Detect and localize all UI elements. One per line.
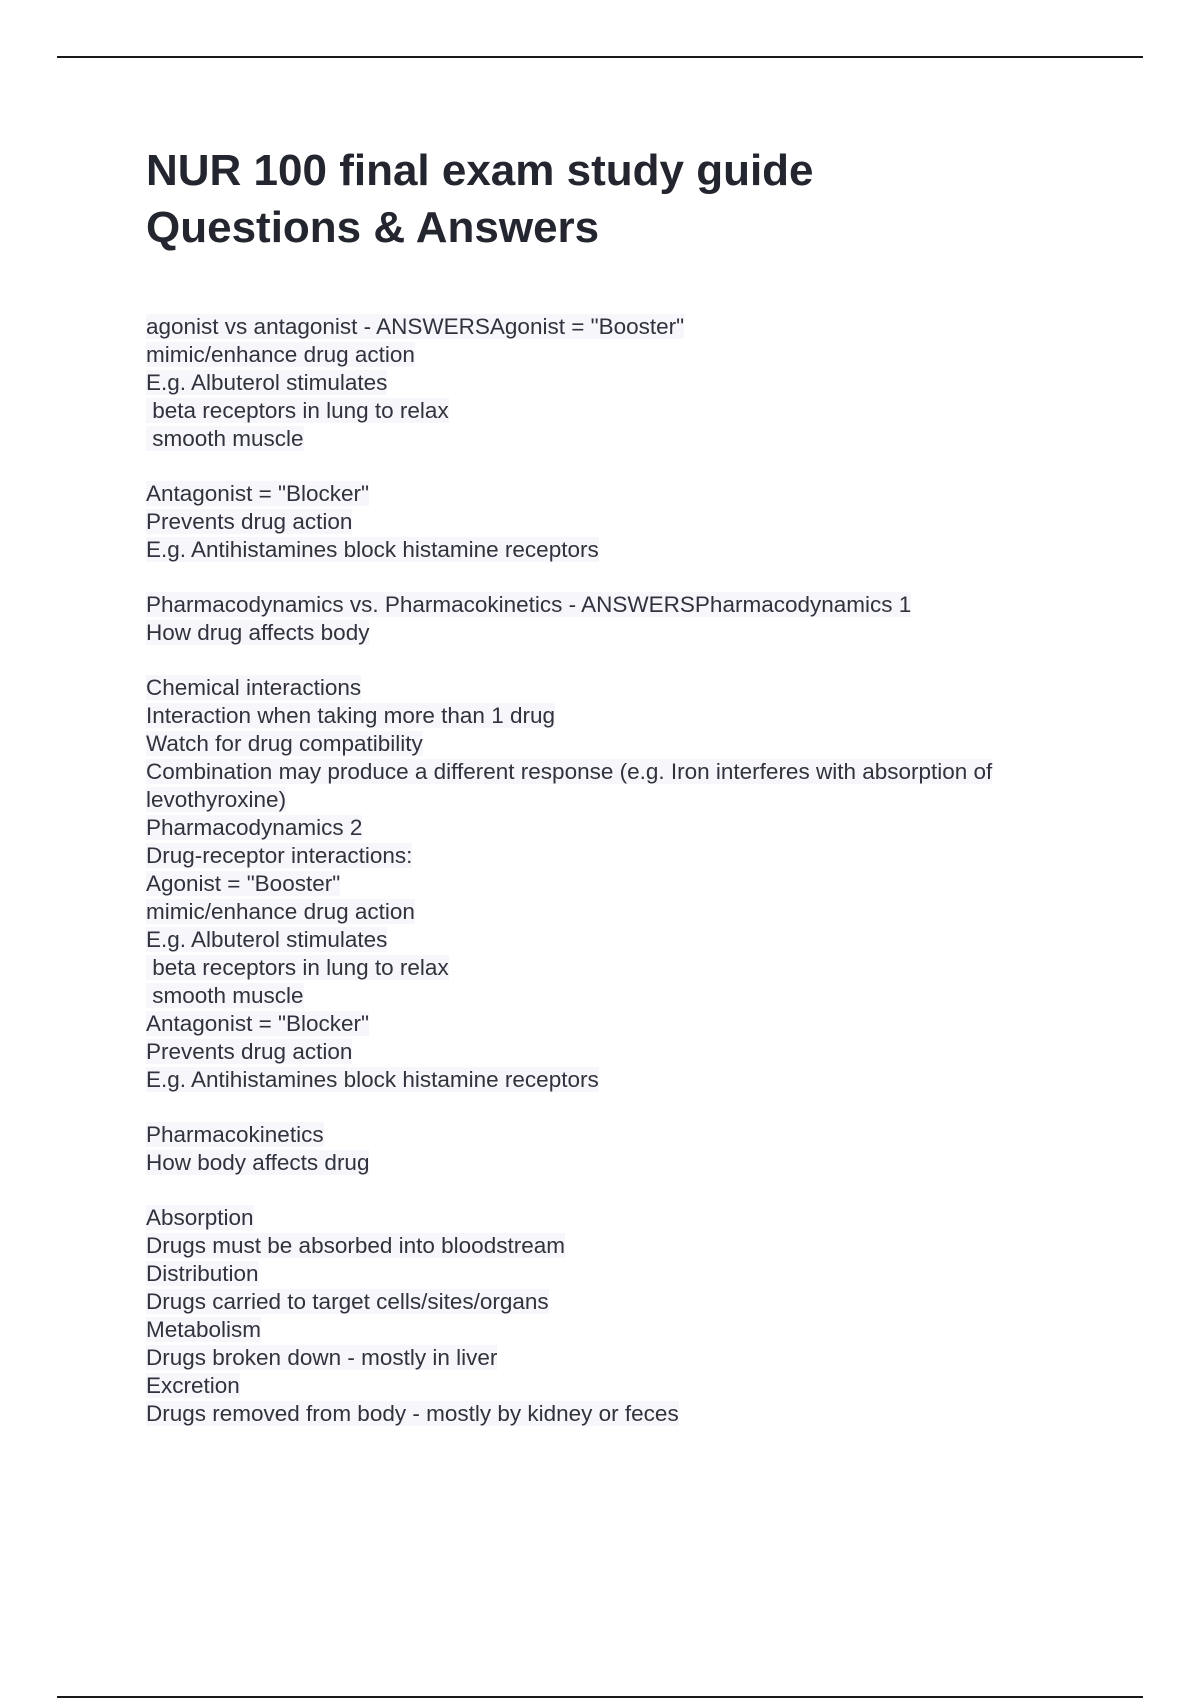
text-line-content: beta receptors in lung to relax <box>146 955 449 980</box>
text-line <box>146 536 1106 564</box>
text-block <box>146 591 1106 647</box>
text-line-content: smooth muscle <box>146 983 304 1008</box>
text-block <box>146 480 1106 564</box>
text-line-content: mimic/enhance drug action <box>146 342 415 367</box>
page-title <box>146 142 814 256</box>
text-block <box>146 1204 1106 1428</box>
text-line-content: Combination may produce a different response (e.g. Iron interferes with absorption of <box>146 759 993 784</box>
text-line-content: Chemical interactions <box>146 675 362 700</box>
text-line-content: Drugs broken down - mostly in liver <box>146 1345 498 1370</box>
text-line-content: Agonist = "Booster" <box>146 871 341 896</box>
text-line-content: Interaction when taking more than 1 drug <box>146 703 555 728</box>
text-line <box>146 1066 1106 1094</box>
text-line <box>146 1344 1106 1372</box>
text-line-content: beta receptors in lung to relax <box>146 398 449 423</box>
text-line <box>146 1316 1106 1344</box>
text-line-content: Drugs carried to target cells/sites/organs <box>146 1289 549 1314</box>
text-line-content: How body affects drug <box>146 1150 370 1175</box>
text-line-content: Excretion <box>146 1373 240 1398</box>
text-line <box>146 898 1106 926</box>
text-line-content: Absorption <box>146 1205 254 1230</box>
text-line <box>146 1372 1106 1400</box>
text-line <box>146 1149 1106 1177</box>
text-line-content: E.g. Antihistamines block histamine receptors <box>146 1067 599 1092</box>
text-line-content: Pharmacodynamics 2 <box>146 815 363 840</box>
text-line <box>146 1204 1106 1232</box>
document-body <box>146 313 1106 1455</box>
text-line-content: E.g. Albuterol stimulates <box>146 370 388 395</box>
text-line <box>146 508 1106 536</box>
text-line <box>146 1400 1106 1428</box>
text-line <box>146 702 1106 730</box>
header-rule <box>57 56 1143 58</box>
text-line-content: Watch for drug compatibility <box>146 731 423 756</box>
text-line <box>146 341 1106 369</box>
text-line-content: Drug-receptor interactions: <box>146 843 413 868</box>
text-block <box>146 313 1106 453</box>
text-line <box>146 1010 1106 1038</box>
text-line <box>146 425 1106 453</box>
text-line-content: Drugs must be absorbed into bloodstream <box>146 1233 565 1258</box>
page-title-line-2: Questions & Answers <box>146 203 600 252</box>
text-line-content: How drug affects body <box>146 620 370 645</box>
text-line <box>146 982 1106 1010</box>
text-line <box>146 730 1106 758</box>
text-line <box>146 926 1106 954</box>
text-line <box>146 1260 1106 1288</box>
text-line <box>146 369 1106 397</box>
text-line-content: agonist vs antagonist - ANSWERSAgonist = "Booster" <box>146 314 685 339</box>
text-line <box>146 313 1106 341</box>
text-line-content: Antagonist = "Blocker" <box>146 481 369 506</box>
text-line <box>146 397 1106 425</box>
text-line <box>146 786 1106 814</box>
text-line <box>146 758 1106 786</box>
text-line-content: Drugs removed from body - mostly by kidney or feces <box>146 1401 679 1426</box>
text-line-content: E.g. Antihistamines block histamine receptors <box>146 537 599 562</box>
text-line <box>146 814 1106 842</box>
text-line <box>146 1232 1106 1260</box>
text-line-content: mimic/enhance drug action <box>146 899 415 924</box>
text-line-content: Prevents drug action <box>146 1039 353 1064</box>
text-line <box>146 1121 1106 1149</box>
text-line <box>146 842 1106 870</box>
text-line-content: Metabolism <box>146 1317 262 1342</box>
text-line <box>146 954 1106 982</box>
text-line-content: Prevents drug action <box>146 509 353 534</box>
text-line-content: Distribution <box>146 1261 259 1286</box>
text-line <box>146 1038 1106 1066</box>
text-line <box>146 619 1106 647</box>
text-block <box>146 674 1106 1094</box>
text-line-content: levothyroxine) <box>146 787 287 812</box>
text-line-content: Pharmacodynamics vs. Pharmacokinetics - ANSWERSPharmacodynamics 1 <box>146 592 912 617</box>
text-block <box>146 1121 1106 1177</box>
text-line-content: Antagonist = "Blocker" <box>146 1011 369 1036</box>
footer-rule <box>57 1696 1143 1698</box>
text-line-content: Pharmacokinetics <box>146 1122 324 1147</box>
text-line-content: E.g. Albuterol stimulates <box>146 927 388 952</box>
text-line-content: smooth muscle <box>146 426 304 451</box>
text-line <box>146 480 1106 508</box>
page-title-line-1: NUR 100 final exam study guide <box>146 146 814 195</box>
text-line <box>146 1288 1106 1316</box>
text-line <box>146 674 1106 702</box>
text-line <box>146 591 1106 619</box>
text-line <box>146 870 1106 898</box>
